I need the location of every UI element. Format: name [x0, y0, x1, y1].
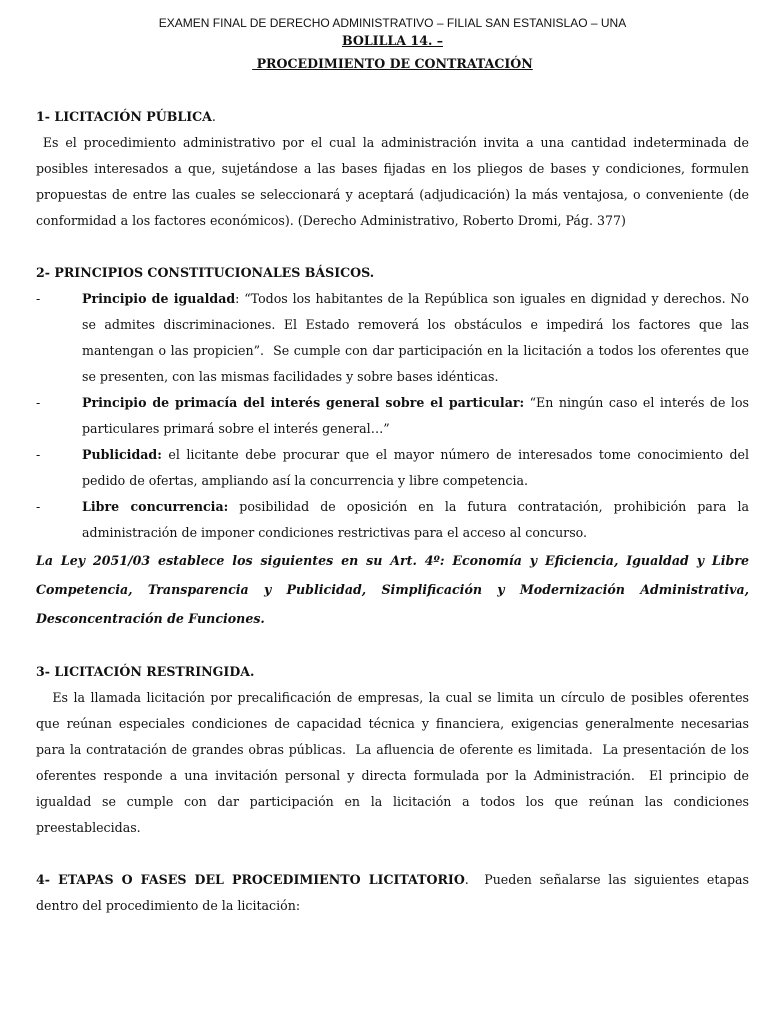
section-2-heading: 2- PRINCIPIOS CONSTITUCIONALES BÁSICOS. — [36, 265, 375, 280]
bolilla-number: BOLILLA 14. – — [341, 33, 444, 48]
principle-text: “En ningún caso el interés de los particulares primará sobre el interés general…” — [82, 395, 749, 436]
section-4-paragraph — [36, 867, 753, 919]
section-1-title-suffix: . — [211, 109, 216, 124]
principle-text: posibilidad de oposición en la futura contratación, prohibición para la administración de imponer condiciones restrictivas para el acceso al concurso. — [82, 499, 749, 540]
section-1-title: 1- LICITACIÓN PÚBLICA — [36, 109, 212, 124]
exam-header: EXAMEN FINAL DE DERECHO ADMINISTRATIVO – FILIAL SAN ESTANISLAO – UNA — [158, 16, 627, 30]
list-item — [36, 390, 749, 442]
section-4-heading: 4- ETAPAS O FASES DEL PROCEDIMIENTO LICITATORIO — [36, 872, 465, 887]
principles-list — [36, 286, 754, 546]
principle-term: Principio de igualdad — [82, 291, 236, 306]
principle-text: : “Todos los habitantes de la República son iguales en dignidad y derechos. No se admites discriminaciones. El Estado removerá los obstáculos e impedirá los factores que las mantengan o las propicien”. Se cumple con dar participación en la licitación a todos los oferentes que se presenten, con las mismas facilidades y sobre bases idénticas. — [82, 291, 754, 384]
principle-term: Publicidad: — [82, 447, 162, 462]
principle-term: Principio de primacía del interés general sobre el particular: — [82, 395, 525, 410]
principle-text: el licitante debe procurar que el mayor número de interesados tome conocimiento del pedido de ofertas, ampliando así la concurrencia y libre competencia. — [82, 447, 749, 488]
list-item — [36, 494, 749, 546]
bullet-dash: - — [36, 447, 41, 462]
section-4-title-suffix: . — [464, 872, 469, 887]
bullet-dash: - — [36, 395, 41, 410]
section-1-body: Es el procedimiento administrativo por el cual la administración invita a una cantidad indeterminada de posibles interesados a que, sujetándose a las bases fijadas en los pliegos de bases y condiciones, formulen propuestas de entre las cuales se seleccionará y aceptará (adjudicación) la más ventajosa, o conveniente (de conformidad a los factores económicos). (Derecho Administrativo, Roberto Dromi, Pág. 377) — [36, 135, 754, 228]
list-item — [36, 442, 749, 494]
principle-term: Libre concurrencia: — [82, 499, 229, 514]
ley-paragraph: La Ley 2051/03 establece los siguientes en su Art. 4º: Economía y Eficiencia, Igualdad y Libre Competencia, Transparencia y Publicidad, Simplificación y Modernización Administrativa, Desconcentración de Funciones. — [36, 553, 749, 626]
bullet-dash: - — [36, 499, 41, 514]
list-item — [36, 286, 754, 390]
section-3-body: Es la llamada licitación por precalificación de empresas, la cual se limita un círculo de posibles oferentes que reúnan especiales condiciones de capacidad técnica y financiera, exigencias generalmente necesarias para la contratación de grandes obras públicas. La afluencia de oferente es limitada. La presentación de los oferentes responde a una invitación personal y directa formulada por la Administración. El principio de igualdad se cumple con dar participación en la licitación a todos los que reúnan las condiciones preestablecidas. — [36, 690, 754, 835]
section-4-body: Pueden señalarse las siguientes etapas dentro del procedimiento de la licitación: — [36, 872, 753, 913]
document-title: PROCEDIMIENTO DE CONTRATACIÓN — [252, 56, 533, 71]
bullet-dash: - — [36, 291, 41, 306]
section-1-heading — [36, 104, 749, 130]
section-3-heading: 3- LICITACIÓN RESTRINGIDA. — [36, 664, 255, 679]
